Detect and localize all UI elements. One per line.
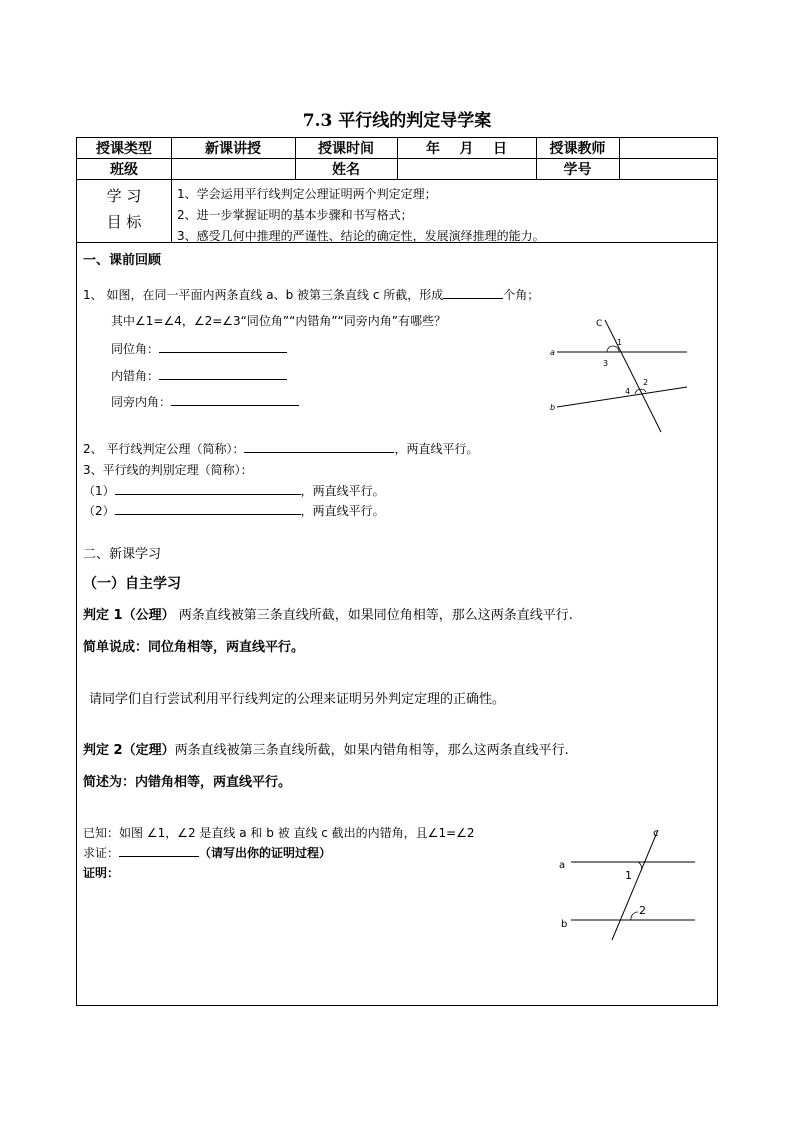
corr-row: 同位角： <box>111 340 287 357</box>
review-q3-1: （1） ，两直线平行。 <box>83 484 385 498</box>
fig1-label-a: a <box>550 348 555 357</box>
time-label: 授课时间 <box>318 141 374 157</box>
q3-2-blank[interactable] <box>115 502 301 515</box>
newlesson-heading: 二、新课学习 <box>83 547 162 562</box>
goal-item: 1、学会运用平行线判定公理证明两个判定定理； <box>177 187 437 201</box>
fig1-label-c: C <box>596 319 603 329</box>
proof-label: 证明： <box>83 866 120 880</box>
fig2-label-c: c <box>653 828 659 839</box>
page-title: 7.3 平行线的判定导学案 <box>302 111 492 131</box>
alt-blank[interactable] <box>159 367 287 380</box>
prove-blank[interactable] <box>119 844 199 857</box>
rule2-short: 简述为：内错角相等，两直线平行。 <box>83 775 292 790</box>
id-label: 学号 <box>563 162 592 178</box>
type-value: 新课讲授 <box>205 141 261 157</box>
prompt-text: 请同学们自行尝试利用平行线判定的公理来证明另外判定定理的正确性。 <box>89 692 506 707</box>
review-heading: 一、课前回顾 <box>83 253 162 268</box>
goal-item: 3、感受几何中推理的严谨性、结论的确定性，发展演绎推理的能力。 <box>177 229 545 243</box>
rule1: 判定 1（公理） 两条直线被第三条直线所截，如果同位角相等，那么这两条直线平行. <box>83 608 573 623</box>
same-blank[interactable] <box>171 393 299 406</box>
review-q3-2: （2） ，两直线平行。 <box>83 504 385 518</box>
transversal-figure-1 <box>547 314 697 434</box>
fig1-label-b: b <box>550 403 556 412</box>
q2-blank[interactable] <box>244 440 394 453</box>
goals-label-1: 学 习 <box>106 186 142 205</box>
teacher-label: 授课教师 <box>549 141 606 157</box>
newlesson-sub: （一）自主学习 <box>83 576 181 592</box>
fig2-label-2: 2 <box>639 904 646 917</box>
lesson-table <box>76 137 718 1006</box>
fig2-label-b: b <box>561 919 568 930</box>
transversal-figure-2 <box>555 826 705 942</box>
fig2-label-a: a <box>559 860 566 871</box>
name-label: 姓名 <box>332 162 360 178</box>
corr-blank[interactable] <box>159 340 287 353</box>
q3-1-blank[interactable] <box>115 482 301 495</box>
review-q1-sub: 其中∠1=∠4，∠2=∠3“同位角”“内错角”“同旁内角”有哪些？ <box>111 314 446 328</box>
rule1-short: 简单说成：同位角相等，两直线平行。 <box>83 640 305 655</box>
q1-blank[interactable] <box>443 286 503 299</box>
fig1-label-1: 1 <box>617 338 623 347</box>
fig1-label-3: 3 <box>603 359 609 368</box>
fig1-label-2: 2 <box>643 378 649 387</box>
fig2-label-1: 1 <box>625 869 632 882</box>
rule2: 判定 2（定理）两条直线被第三条直线所截，如果内错角相等，那么这两条直线平行. <box>83 743 569 758</box>
alt-row: 内错角： <box>111 367 287 384</box>
review-q1: 1、 如图，在同一平面内两条直线 a、b 被第三条直线 c 所截，形成 个角； <box>83 288 540 302</box>
prove-row: 求证： （请写出你的证明过程） <box>83 846 332 860</box>
type-label: 授课类型 <box>96 141 152 157</box>
goal-item: 2、进一步掌握证明的基本步骤和书写格式； <box>177 208 413 222</box>
class-label: 班级 <box>110 162 138 178</box>
fig1-label-4: 4 <box>625 387 631 396</box>
goals-label-2: 目 标 <box>106 212 142 231</box>
given-text: 已知：如图 ∠1，∠2 是直线 a 和 b 被 直线 c 截出的内错角，且∠1=∠2 <box>83 826 475 840</box>
same-row: 同旁内角： <box>111 393 299 410</box>
review-q2: 2、 平行线判定公理（简称）： ，两直线平行。 <box>83 442 479 456</box>
date-field: 年 月 日 <box>426 141 507 157</box>
review-q3: 3、平行线的判别定理（简称）： <box>83 463 253 477</box>
